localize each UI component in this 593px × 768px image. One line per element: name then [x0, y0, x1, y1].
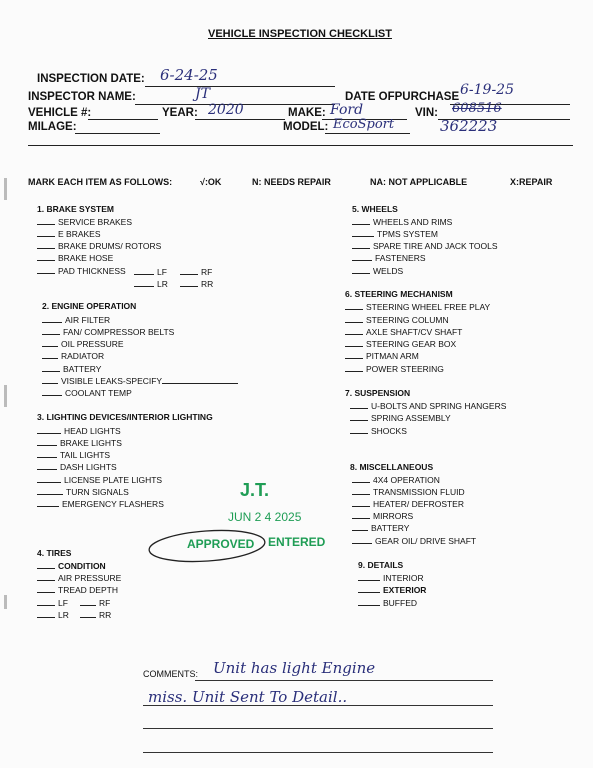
stamp-entered: ENTERED [268, 535, 326, 549]
checklist-item[interactable]: STEERING GEAR BOX [345, 338, 456, 349]
checklist-item[interactable]: EMERGENCY FLASHERS [37, 498, 164, 509]
vin-struck-value: 608516 [452, 101, 502, 116]
comment-text-2[interactable]: miss. Unit Sent To Detail.. [148, 688, 348, 706]
date-of-purchase-label: DATE OFPURCHASE [345, 91, 460, 103]
checklist-item[interactable]: VISIBLE LEAKS-SPECIFY [42, 375, 241, 386]
checklist-item[interactable]: HEAD LIGHTS [37, 425, 121, 436]
pad-lr[interactable]: LR [134, 278, 168, 289]
checklist-item[interactable]: TPMS SYSTEM [352, 228, 438, 239]
comment-line [195, 680, 493, 681]
checklist-item[interactable]: SERVICE BRAKES [37, 216, 132, 227]
checklist-item[interactable]: 4X4 OPERATION [352, 474, 440, 485]
checklist-item[interactable]: BRAKE HOSE [37, 252, 113, 263]
checklist-item[interactable]: EXTERIOR [358, 584, 426, 595]
section-lighting-title: 3. LIGHTING DEVICES/INTERIOR LIGHTING [37, 412, 213, 422]
stamp-date: JUN 2 4 2025 [228, 510, 302, 524]
checklist-item[interactable]: OIL PRESSURE [42, 338, 124, 349]
tire-lr[interactable]: LR [37, 609, 69, 620]
section-wheels-title: 5. WHEELS [352, 204, 398, 214]
checklist-item[interactable]: AXLE SHAFT/CV SHAFT [345, 326, 462, 337]
scan-artifact [4, 385, 7, 407]
inspection-date-line [145, 86, 335, 87]
checklist-item[interactable]: BATTERY [42, 363, 101, 374]
milage-line [75, 133, 160, 134]
comment-text-1[interactable]: Unit has light Engine [213, 659, 376, 677]
checklist-item[interactable]: E BRAKES [37, 228, 101, 239]
section-suspension-title: 7. SUSPENSION [345, 388, 411, 398]
model-value[interactable]: EcoSport [333, 117, 395, 132]
scan-artifact [4, 595, 7, 609]
inspection-date-value[interactable]: 6-24-25 [160, 66, 218, 84]
pad-rf[interactable]: RF [180, 266, 212, 277]
milage-label: MILAGE: [28, 121, 77, 133]
checklist-item[interactable]: PAD THICKNESS [37, 265, 126, 276]
date-of-purchase-value[interactable]: 6-19-25 [460, 82, 514, 98]
approved-circle-mark [145, 527, 275, 567]
checklist-item[interactable]: STEERING WHEEL FREE PLAY [345, 301, 490, 312]
inspector-name-label: INSPECTOR NAME: [28, 91, 136, 103]
scan-artifact [4, 178, 7, 200]
tire-rf[interactable]: RF [80, 597, 110, 608]
checklist-item[interactable]: SHOCKS [350, 425, 407, 436]
checklist-item[interactable]: AIR PRESSURE [37, 572, 121, 583]
vin-value[interactable]: 362223 [440, 117, 498, 135]
checklist-item[interactable]: LICENSE PLATE LIGHTS [37, 474, 162, 485]
checklist-item[interactable]: PITMAN ARM [345, 350, 419, 361]
checklist-item[interactable]: STEERING COLUMN [345, 314, 449, 325]
checklist-item[interactable]: GEAR OIL/ DRIVE SHAFT [352, 535, 476, 546]
pad-lf[interactable]: LF [134, 266, 167, 277]
section-tires-title: 4. TIRES [37, 548, 72, 558]
form-title: VEHICLE INSPECTION CHECKLIST [208, 28, 392, 40]
make-label: MAKE: [288, 107, 326, 119]
checklist-item[interactable]: BUFFED [358, 597, 417, 608]
section-details-title: 9. DETAILS [358, 560, 404, 570]
checklist-item[interactable]: RADIATOR [42, 350, 104, 361]
checklist-item[interactable]: TURN SIGNALS [37, 486, 129, 497]
checklist-item[interactable]: SPRING ASSEMBLY [350, 412, 451, 423]
checklist-item[interactable]: BRAKE DRUMS/ ROTORS [37, 240, 161, 251]
comment-line [143, 728, 493, 729]
checklist-item[interactable]: SPARE TIRE AND JACK TOOLS [352, 240, 498, 251]
tire-lf[interactable]: LF [37, 597, 68, 608]
year-label: YEAR: [162, 107, 198, 119]
section-misc-title: 8. MISCELLANEOUS [350, 462, 434, 472]
legend-ok: √:OK [200, 177, 222, 187]
checklist-item[interactable]: FASTENERS [352, 252, 426, 263]
checklist-item[interactable]: TRANSMISSION FLUID [352, 486, 465, 497]
inspector-name-value[interactable]: JT [195, 86, 210, 102]
legend-intro: MARK EACH ITEM AS FOLLOWS: [28, 177, 173, 187]
checklist-item[interactable]: BRAKE LIGHTS [37, 437, 122, 448]
checklist-item[interactable]: HEATER/ DEFROSTER [352, 498, 464, 509]
checklist-item[interactable]: U-BOLTS AND SPRING HANGERS [350, 400, 506, 411]
checklist-item[interactable]: WHEELS AND RIMS [352, 216, 452, 227]
section-brake-title: 1. BRAKE SYSTEM [37, 204, 114, 214]
model-label: MODEL: [283, 121, 329, 133]
pad-rr[interactable]: RR [180, 278, 213, 289]
checklist-item[interactable]: TREAD DEPTH [37, 584, 118, 595]
inspection-date-label: INSPECTION DATE: [37, 73, 145, 85]
legend-needs-repair: N: NEEDS REPAIR [252, 177, 331, 187]
checklist-item[interactable]: AIR FILTER [42, 314, 110, 325]
stamp-approved: APPROVED [187, 537, 255, 551]
stamp-initials: J.T. [240, 480, 270, 500]
checklist-item[interactable]: POWER STEERING [345, 363, 444, 374]
header-divider [28, 145, 573, 146]
vin-label: VIN: [415, 107, 438, 119]
vehicle-number-label: VEHICLE #: [28, 107, 92, 119]
year-line [195, 119, 285, 120]
comments-label: COMMENTS: [143, 669, 198, 679]
vehicle-number-line [88, 119, 158, 120]
section-engine-title: 2. ENGINE OPERATION [42, 301, 137, 311]
checklist-item[interactable]: MIRRORS [352, 510, 413, 521]
model-line [325, 133, 410, 134]
legend-repair: X:REPAIR [510, 177, 553, 187]
make-value[interactable]: Ford [330, 102, 364, 118]
checklist-item[interactable]: TAIL LIGHTS [37, 449, 110, 460]
checklist-item[interactable]: BATTERY [352, 522, 409, 533]
checklist-item[interactable]: FAN/ COMPRESSOR BELTS [42, 326, 174, 337]
year-value[interactable]: 2020 [208, 102, 244, 118]
comment-line [143, 752, 493, 753]
checklist-item[interactable]: DASH LIGHTS [37, 461, 117, 472]
checklist-item[interactable]: COOLANT TEMP [42, 387, 132, 398]
checklist-item[interactable]: CONDITION [37, 560, 106, 571]
tire-rr[interactable]: RR [80, 609, 111, 620]
section-steering-title: 6. STEERING MECHANISM [345, 289, 453, 299]
legend-not-applicable: NA: NOT APPLICABLE [370, 177, 468, 187]
checklist-item[interactable]: INTERIOR [358, 572, 424, 583]
checklist-item[interactable]: WELDS [352, 265, 403, 276]
